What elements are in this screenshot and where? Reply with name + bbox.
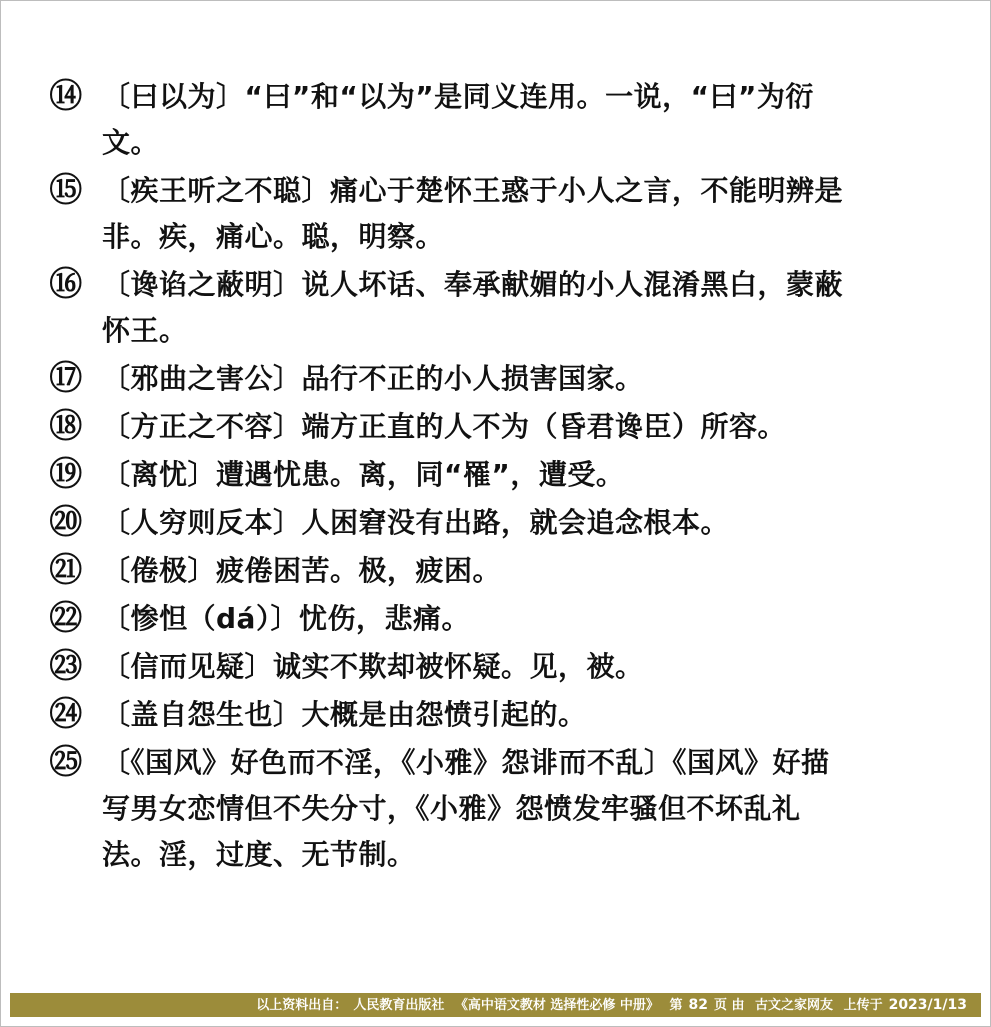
book-title: 《高中语文教材 选择性必修 中册》 (454, 998, 659, 1013)
annotation-item (48, 692, 848, 738)
note-text: 遭遇忧患。离，同“罹”，遭受。 (216, 458, 625, 491)
note-text: “曰”和“以为”是同义连用。一说，“曰”为衍文。 (102, 80, 814, 159)
page-suffix: 页 由 (713, 998, 745, 1013)
note-text: 痛心于楚怀王惑于小人之言，不能明辨是非。疾，痛心。聪，明察。 (102, 174, 844, 253)
note-number: ⑲ (49, 454, 83, 493)
annotation-item (48, 596, 848, 642)
note-number: ㉔ (49, 694, 83, 733)
note-number: ⑳ (49, 502, 83, 541)
page-prefix: 第 (669, 998, 683, 1013)
note-number: ㉓ (49, 646, 83, 685)
annotation-item (48, 548, 848, 594)
upload-date: 2023/1/13 (888, 997, 967, 1013)
note-number: ㉑ (49, 550, 83, 589)
annotation-item (48, 356, 848, 402)
annotation-item (48, 644, 848, 690)
uploader-name: 古文之家网友 (755, 998, 834, 1013)
note-number: ㉕ (49, 742, 83, 781)
note-text: 忧伤，悲痛。 (298, 602, 470, 635)
note-term: 〔《国风》好色而不淫，《小雅》怨诽而不乱〕 (102, 746, 673, 779)
note-term: 〔惨怛（dá）〕 (102, 602, 299, 635)
note-text: 《国风》好描写男女恋情但不失分寸，《小雅》怨愤发牢骚但不坏乱礼法。淫，过度、无节制。 (102, 746, 830, 871)
note-term: 〔盖自怨生也〕 (102, 698, 302, 731)
annotation-item (48, 168, 848, 260)
note-term: 〔信而见疑〕 (102, 650, 274, 683)
annotation-item (48, 404, 848, 450)
annotation-list (48, 74, 848, 880)
note-text: 说人坏话、奉承献媚的小人混淆黑白，蒙蔽怀王。 (102, 268, 844, 347)
note-text: 端方正直的人不为（昏君谗臣）所容。 (301, 410, 787, 443)
note-number: ⑯ (49, 264, 83, 303)
note-term: 〔方正之不容〕 (102, 410, 302, 443)
annotation-item (48, 74, 848, 166)
note-text: 疲倦困苦。极，疲困。 (216, 554, 502, 587)
note-text: 品行不正的小人损害国家。 (301, 362, 644, 395)
note-term: 〔谗谄之蔽明〕 (102, 268, 302, 301)
source-footer-bar (10, 993, 981, 1017)
note-text: 诚实不欺却被怀疑。见，被。 (273, 650, 644, 683)
note-term: 〔离忧〕 (102, 458, 217, 491)
note-number: ⑰ (49, 358, 83, 397)
note-term: 〔人穷则反本〕 (102, 506, 302, 539)
annotation-item (48, 452, 848, 498)
note-text: 大概是由怨愤引起的。 (301, 698, 587, 731)
note-term: 〔曰以为〕 (102, 80, 245, 113)
note-number: ㉒ (49, 598, 83, 637)
note-term: 〔邪曲之害公〕 (102, 362, 302, 395)
note-term: 〔疾王听之不聪〕 (102, 174, 331, 207)
annotation-item (48, 262, 848, 354)
uploaded-label: 上传于 (843, 998, 883, 1013)
note-term: 〔倦极〕 (102, 554, 217, 587)
page-number: 82 (688, 997, 708, 1013)
note-number: ⑱ (49, 406, 83, 445)
note-text: 人困窘没有出路，就会追念根本。 (301, 506, 730, 539)
note-number: ⑮ (49, 170, 83, 209)
source-label: 以上资料出自： (256, 998, 348, 1013)
annotation-item (48, 500, 848, 546)
note-number: ⑭ (49, 76, 83, 115)
publisher-name: 人民教育出版社 (353, 998, 445, 1013)
annotation-item (48, 740, 848, 878)
